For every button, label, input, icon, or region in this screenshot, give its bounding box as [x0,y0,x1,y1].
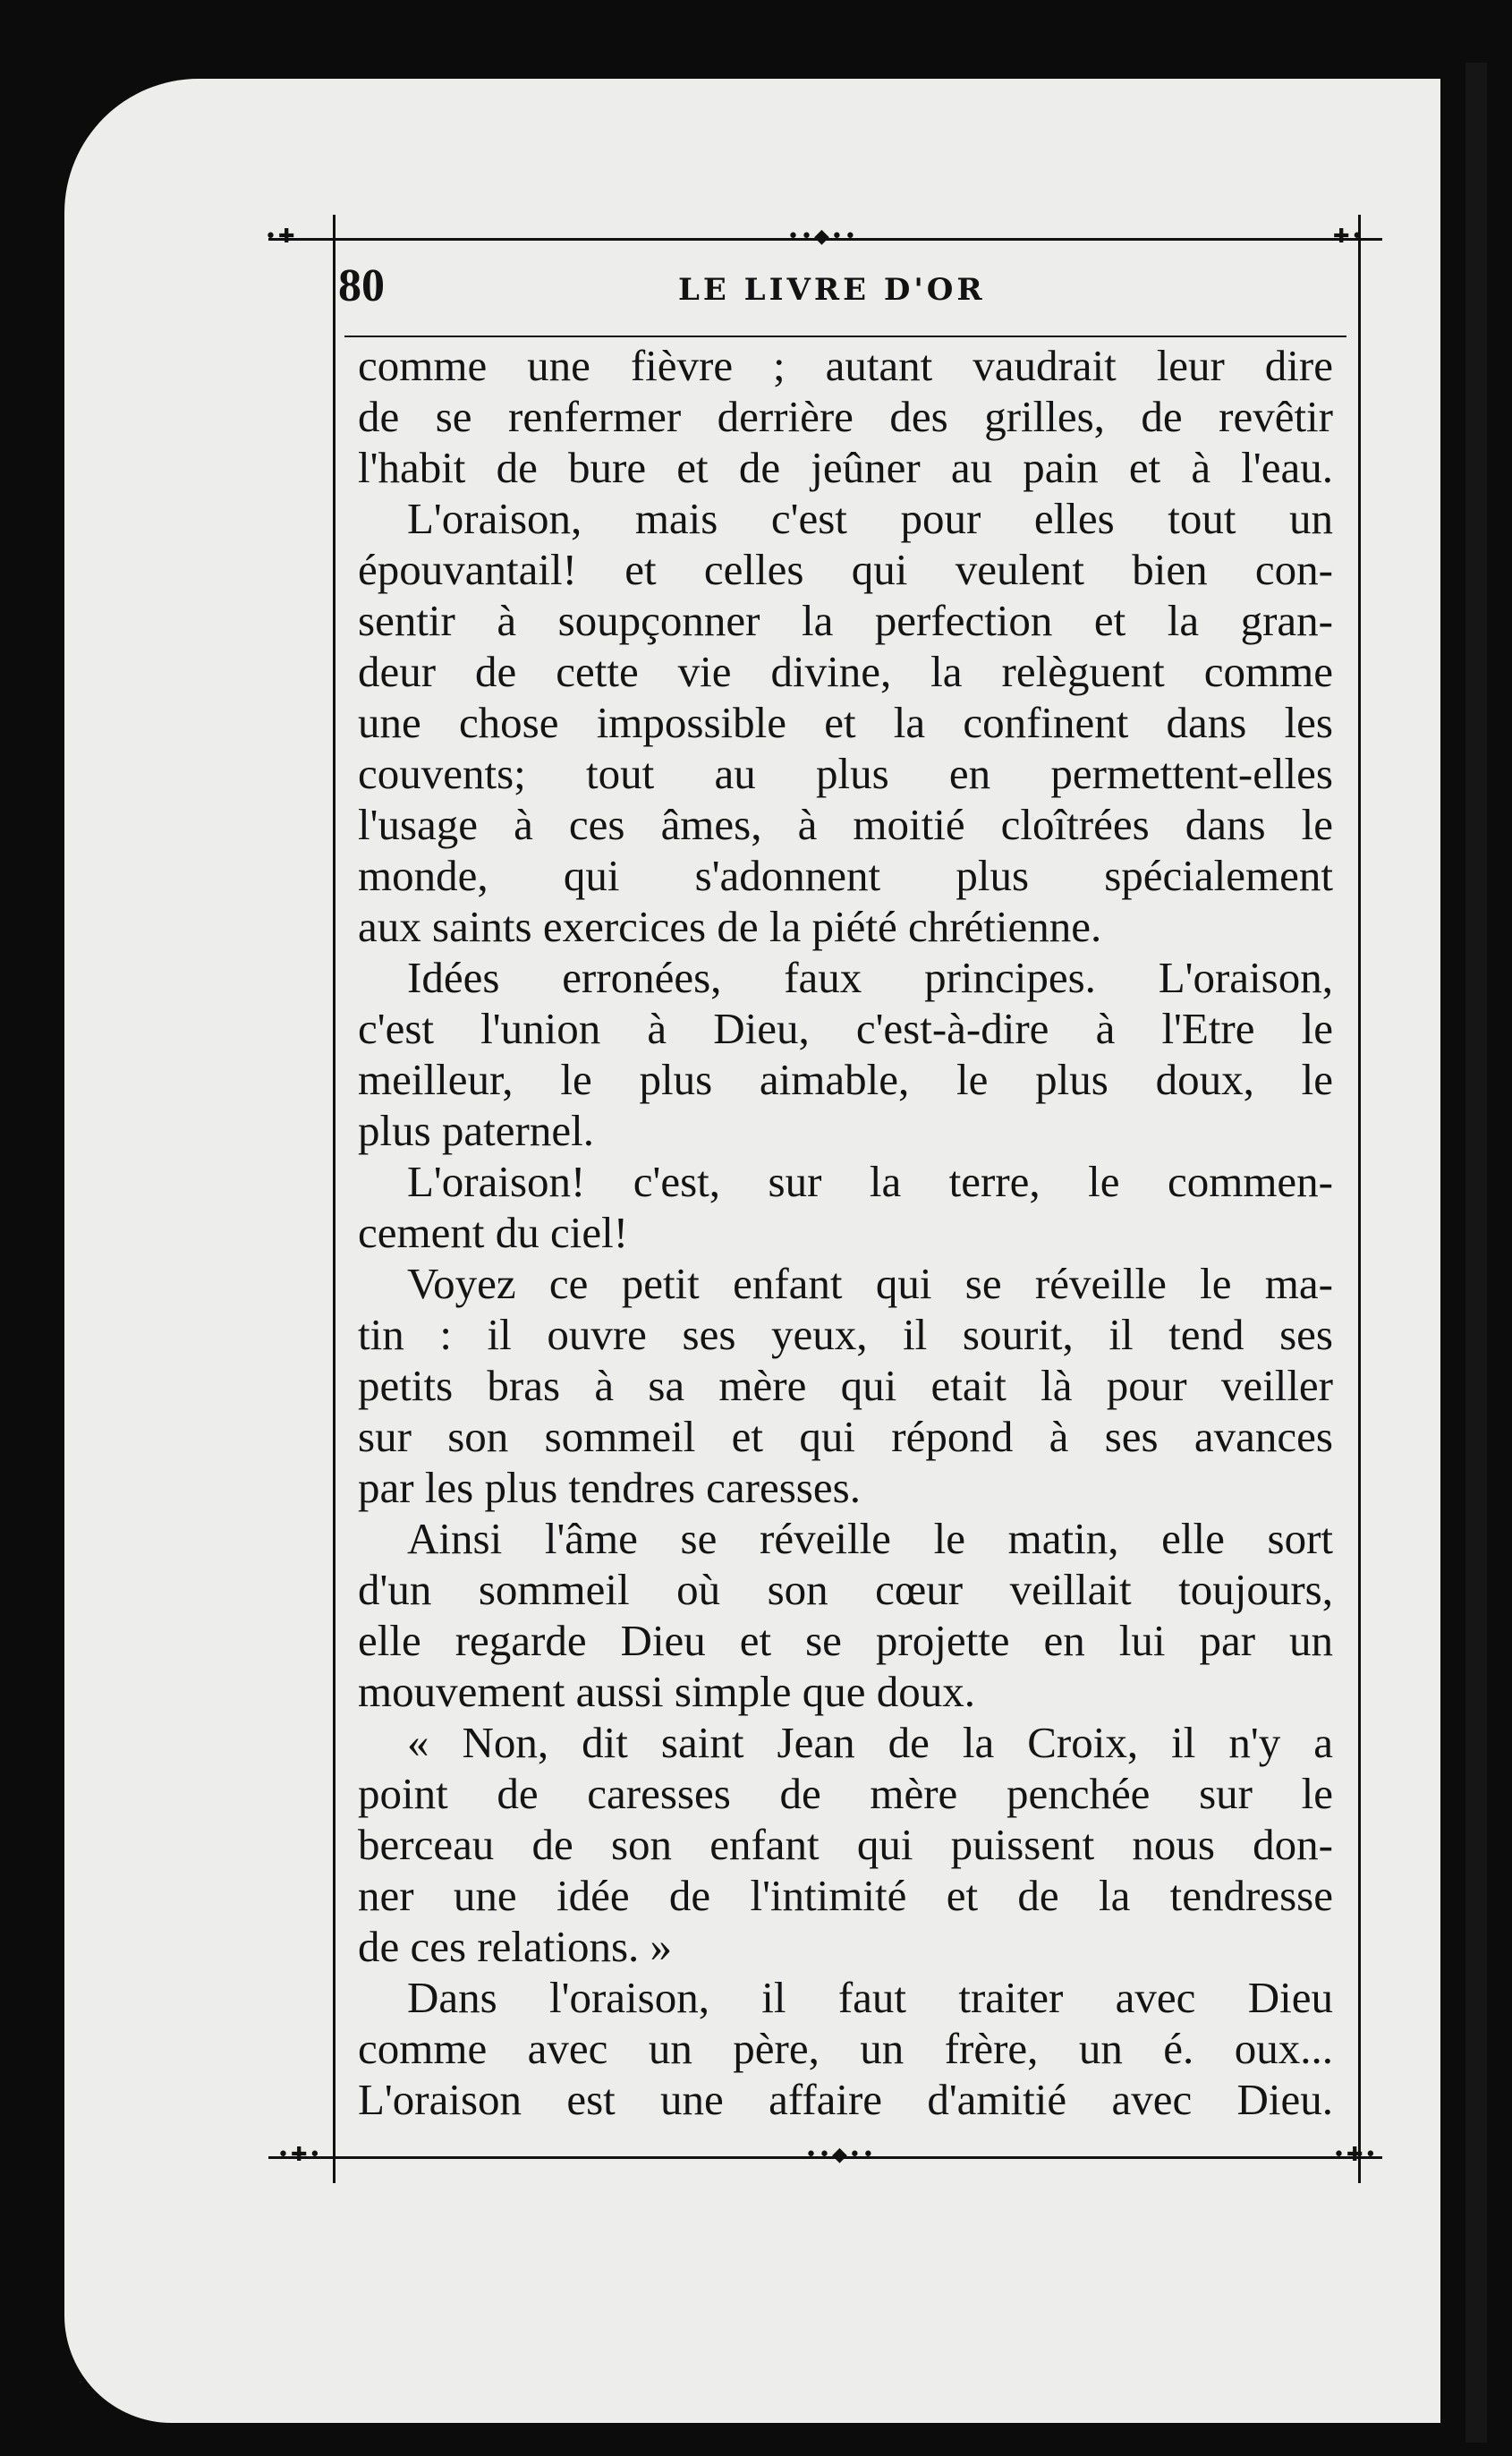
text-line: L'oraison! c'est, sur la terre, le commen- [407,1157,1333,1206]
right-frame-rule [1358,215,1361,2183]
text-line: Idées erronées, faux principes. L'oraison, [407,953,1333,1002]
text-line: petits bras à sa mère qui etait là pour veiller [358,1361,1333,1410]
text-line: Voyez ce petit enfant qui se réveille le ma- [407,1259,1333,1308]
text-line: L'oraison est une affaire d'amitié avec Dieu. [358,2075,1333,2124]
text-line: elle regarde Dieu et se projette en lui par un [358,1616,1333,1665]
text-line: « Non, dit saint Jean de la Croix, il n'y a [407,1718,1333,1767]
text-line: de ces relations. » [358,1922,673,1971]
text-line: aux saints exercices de la piété chrétienne. [358,902,1102,951]
page-number: 80 [338,260,385,311]
header-underline-rule [344,336,1346,337]
text-line: comme avec un père, un frère, un é. oux... [358,2024,1333,2073]
top-center-ornament-icon: ••◆•• [787,225,858,248]
body-text [358,340,1333,2125]
text-line: tin : il ouvre ses yeux, il sourit, il tend ses [358,1310,1333,1359]
text-line: c'est l'union à Dieu, c'est-à-dire à l'Etre le [358,1004,1333,1053]
text-line: par les plus tendres caresses. [358,1463,861,1512]
text-line: cement du ciel! [358,1208,629,1257]
adjacent-page-edge [1465,63,1487,2443]
text-line: berceau de son enfant qui puissent nous don- [358,1820,1333,1869]
text-line: de se renfermer derrière des grilles, de revêtir [358,392,1333,441]
text-line: L'oraison, mais c'est pour elles tout un [407,494,1333,543]
top-right-corner-ornament-icon: ✚• [1333,225,1365,248]
bottom-center-ornament-icon: ••◆•• [805,2144,876,2166]
text-line: comme une fièvre ; autant vaudrait leur dire [358,341,1333,390]
text-line: épouvantail! et celles qui veulent bien con- [358,545,1333,594]
text-line: plus paternel. [358,1106,594,1155]
text-line: ner une idée de l'intimité et de la tendresse [358,1871,1333,1920]
text-line: l'habit de bure et de jeûner au pain et à l'eau. [358,443,1333,492]
left-frame-rule [333,215,336,2183]
bottom-left-corner-ornament-icon: •✚• [277,2144,323,2166]
top-left-corner-ornament-icon: •✚ [265,225,297,248]
text-line: sentir à soupçonner la perfection et la gran- [358,596,1333,645]
text-line: une chose impossible et la confinent dans les [358,698,1333,747]
text-line: Dans l'oraison, il faut traiter avec Dieu [407,1973,1333,2022]
text-line: meilleur, le plus aimable, le plus doux, le [358,1055,1333,1104]
text-line: d'un sommeil où son cœur veillait toujours, [358,1565,1333,1614]
text-line: couvents; tout au plus en permettent-elles [358,749,1333,798]
text-line: mouvement aussi simple que doux. [358,1667,975,1716]
text-line: point de caresses de mère penchée sur le [358,1769,1333,1818]
page-header [338,259,1349,322]
text-line: monde, qui s'adonnent plus spécialement [358,851,1333,900]
text-line: deur de cette vie divine, la relèguent comme [358,647,1333,696]
text-line: sur son sommeil et qui répond à ses avances [358,1412,1333,1461]
running-title: LE LIVRE D'OR [678,272,986,308]
text-line: l'usage à ces âmes, à moitié cloîtrées dans le [358,800,1333,849]
bottom-right-corner-ornament-icon: •✚• [1333,2144,1379,2166]
text-line: Ainsi l'âme se réveille le matin, elle sort [407,1514,1333,1563]
